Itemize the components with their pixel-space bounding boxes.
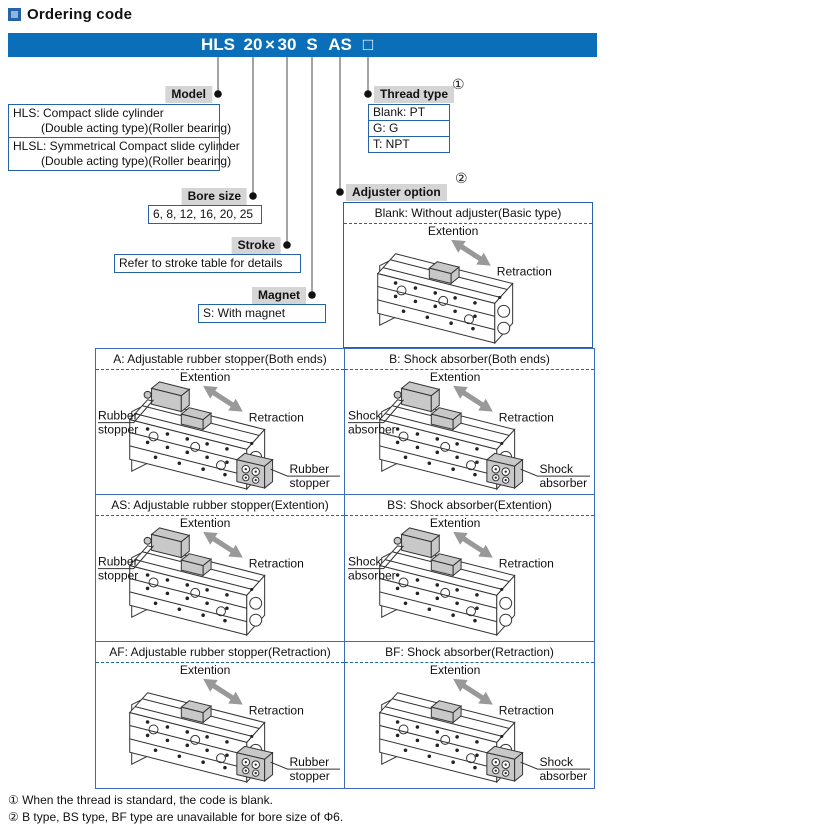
- right-attachment-label: absorber: [538, 476, 587, 491]
- code-part-magnet: S: [306, 35, 318, 54]
- cylinder-illustration-b: [346, 370, 594, 494]
- adjuster-cell-header: A: Adjustable rubber stopper(Both ends): [96, 349, 344, 370]
- code-part-bore: 20: [243, 35, 263, 54]
- adjuster-cell-header: BS: Shock absorber(Extention): [345, 495, 594, 516]
- cylinder-illustration-a: [96, 370, 344, 494]
- bore-size-box: 6, 8, 12, 16, 20, 25: [148, 205, 262, 224]
- magnet-box: S: With magnet: [198, 304, 326, 323]
- adjuster-cell-af: [96, 642, 345, 788]
- cylinder-illustration-af: [96, 663, 344, 787]
- label-bore-size: Bore size: [182, 188, 247, 205]
- adjuster-cell-header: AF: Adjustable rubber stopper(Retraction): [96, 642, 344, 663]
- extension-label: Extention: [179, 370, 231, 384]
- stroke-direction-arrow: [453, 532, 493, 558]
- label-magnet: Magnet: [252, 287, 306, 304]
- stroke-box: Refer to stroke table for details: [114, 254, 301, 273]
- retraction-label: Retraction: [498, 703, 554, 718]
- adjuster-cell-a: [96, 349, 345, 495]
- adjuster-cell-header: BF: Shock absorber(Retraction): [345, 642, 594, 663]
- code-part-adjuster: AS: [328, 35, 352, 54]
- footnote: ② B type, BS type, BF type are unavailable for bore size of Φ6.: [8, 810, 344, 824]
- label-adjuster-option: Adjuster option: [346, 184, 447, 201]
- right-attachment-label: Shock: [538, 462, 573, 477]
- thread-option: Blank: PT: [373, 105, 426, 119]
- adjuster-cell-bs: [345, 495, 594, 641]
- cylinder-illustration-blank: [344, 224, 592, 348]
- cylinder-illustration-as: [96, 516, 344, 640]
- cylinder-illustration-bs: [346, 516, 594, 640]
- label-stroke: Stroke: [232, 237, 281, 254]
- code-part-model: HLS: [201, 35, 235, 54]
- cylinder-illustration-bf: [346, 663, 594, 787]
- stroke-direction-arrow: [203, 386, 243, 412]
- model-option-code: HLS: Compact slide cylinder: [13, 106, 164, 120]
- right-attachment-label: stopper: [289, 476, 330, 491]
- thread-options-box: [368, 104, 450, 153]
- label-thread-type: Thread type: [374, 86, 454, 103]
- adjuster-cell-bf: [345, 642, 594, 788]
- adjuster-options-grid: [95, 348, 595, 789]
- extension-label: Extention: [429, 662, 480, 677]
- right-attachment-label: absorber: [538, 768, 587, 783]
- thread-option: T: NPT: [369, 136, 449, 152]
- section-square-icon: [8, 8, 21, 21]
- left-attachment-label: absorber: [347, 568, 396, 583]
- code-part-times: ×: [265, 35, 275, 54]
- extension-label: Extention: [179, 662, 231, 677]
- retraction-label: Retraction: [496, 264, 552, 279]
- label-model: Model: [165, 86, 212, 103]
- model-option: [9, 105, 232, 137]
- stroke-direction-arrow: [453, 679, 493, 705]
- stroke-direction-arrow: [203, 532, 243, 558]
- retraction-label: Retraction: [248, 556, 304, 571]
- left-attachment-label: stopper: [97, 568, 139, 583]
- adjuster-cell-header: B: Shock absorber(Both ends): [345, 349, 594, 370]
- model-option-code: HLSL: Symmetrical Compact slide cylinder: [13, 139, 240, 153]
- model-option-detail: (Double acting type)(Roller bearing): [41, 121, 232, 135]
- left-attachment-label: Rubber: [97, 408, 138, 423]
- left-attachment-label: Shock: [347, 554, 382, 569]
- model-options-box: [8, 104, 240, 171]
- code-part-stroke: 30: [277, 35, 297, 54]
- stroke-direction-arrow: [203, 679, 243, 705]
- stroke-direction-arrow: [451, 240, 491, 266]
- extension-label: Extention: [429, 516, 480, 531]
- right-attachment-label: stopper: [289, 768, 330, 783]
- thread-option: G: G: [369, 120, 449, 136]
- adjuster-option-blank-box: [343, 202, 593, 348]
- left-attachment-label: Rubber: [97, 554, 138, 569]
- page-heading: [8, 6, 132, 23]
- model-option: [9, 137, 240, 170]
- adjuster-cell-as: [96, 495, 345, 641]
- right-attachment-label: Rubber: [289, 462, 330, 477]
- ordering-code-banner: [8, 33, 597, 57]
- retraction-label: Retraction: [498, 556, 554, 571]
- retraction-label: Retraction: [248, 703, 304, 718]
- code-part-thread-blank-box: □: [362, 35, 374, 54]
- left-attachment-label: Shock: [347, 408, 382, 423]
- extension-label: Extention: [429, 370, 480, 384]
- footnote-ref-1: ①: [452, 76, 465, 92]
- extension-label: Extention: [427, 224, 479, 238]
- retraction-label: Retraction: [248, 410, 304, 425]
- model-option-detail: (Double acting type)(Roller bearing): [41, 154, 232, 168]
- adjuster-cell-header: AS: Adjustable rubber stopper(Extention): [96, 495, 344, 516]
- retraction-label: Retraction: [498, 410, 554, 425]
- page-title: Ordering code: [27, 6, 133, 23]
- stroke-direction-arrow: [453, 386, 493, 412]
- adjuster-cell-b: [345, 349, 594, 495]
- adjuster-cell-header: Blank: Without adjuster(Basic type): [344, 203, 592, 224]
- right-attachment-label: Shock: [538, 754, 573, 769]
- right-attachment-label: Rubber: [289, 754, 330, 769]
- footnote: ① When the thread is standard, the code is blank.: [8, 793, 273, 807]
- footnote-ref-2: ②: [455, 170, 468, 186]
- footnotes: [8, 792, 343, 826]
- left-attachment-label: absorber: [347, 422, 396, 437]
- extension-label: Extention: [179, 516, 231, 531]
- left-attachment-label: stopper: [97, 422, 139, 437]
